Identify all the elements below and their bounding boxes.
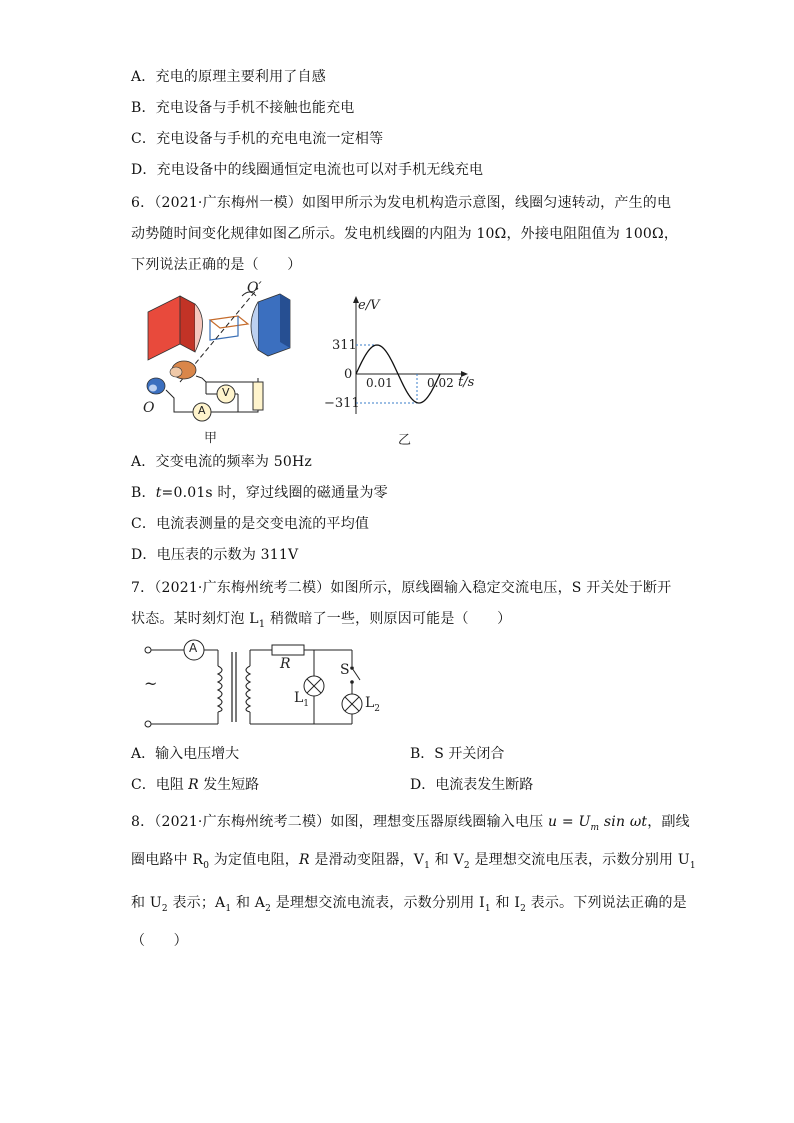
magnet-north — [148, 296, 180, 360]
tick-311: 311 — [332, 338, 357, 353]
terminal-top — [145, 647, 151, 653]
switch-s-label: S — [340, 662, 350, 678]
q6-stem-line2: 动势随时间变化规律如图乙所示。发电机线圈的内阻为 10Ω，外接电阻阻值为 100Ω， — [131, 226, 679, 242]
q5-option-d: D．充电设备中的线圈通恒定电流也可以对手机无线充电 — [131, 162, 484, 178]
tick-neg311: −311 — [324, 396, 360, 411]
tick-0-01: 0.01 — [366, 376, 393, 390]
ac-source-symbol: ~ — [144, 674, 158, 693]
figure-jia-caption: 甲 — [204, 431, 218, 446]
y-axis-label: e/V — [358, 298, 380, 313]
label-o: O — [143, 400, 155, 416]
q8-stem-line4: （ ） — [131, 933, 188, 949]
q5-option-a: A．充电的原理主要利用了自感 — [131, 69, 326, 85]
q7-stem-line2: 状态。某时刻灯泡 $L_1$ 稍微暗了一些，则原因可能是（ ） — [131, 611, 512, 630]
lamp-l1-label: $L_1$ — [294, 690, 310, 709]
q8-stem-line3: 和 $U_2$ 表示；$A_1$ 和 $A_2$ 是理想交流电流表，示数分别用 $I_1$ 和 $I_2$ 表示。下列说法正确的是 — [131, 895, 687, 914]
secondary-coil — [246, 666, 250, 712]
tick-0: 0 — [344, 367, 353, 382]
q8-stem-line1: 8．（2021·广东梅州统考二模）如图，理想变压器原线圈输入电压 $u = U_m$ sin ωt，副线 — [131, 814, 690, 833]
x-axis-label: t/s — [458, 375, 475, 390]
q7-stem-line1: 7．（2021·广东梅州统考二模）如图所示，原线圈输入稳定交流电压，S 开关处于断开 — [131, 580, 672, 596]
q8-stem-line2: 圈电路中 $R_0$ 为定值电阻，R 是滑动变阻器，$V_1$ 和 $V_2$ 是理想交流电压表，示数分别用 $U_1$ — [131, 852, 696, 871]
resistor-r-label: R — [280, 656, 291, 672]
q7-option-b: B．S 开关闭合 — [410, 746, 505, 762]
ammeter-label: A — [189, 641, 198, 655]
q5-option-c: C．充电设备与手机的充电电流一定相等 — [131, 131, 384, 147]
lamp-l2-label: $L_2$ — [365, 695, 381, 714]
transformer-circuit — [140, 636, 390, 734]
tick-0-02: 0.02 — [427, 376, 454, 390]
voltmeter-label: V — [222, 386, 230, 399]
q6-option-c: C．电流表测量的是交变电流的平均值 — [131, 516, 370, 532]
generator-diagram — [140, 282, 310, 442]
q6-stem-line1: 6．（2021·广东梅州一模）如图甲所示为发电机构造示意图，线圈匀速转动，产生的电 — [131, 195, 672, 211]
primary-coil — [218, 666, 222, 712]
q6-option-d: D．电压表的示数为 311V — [131, 547, 299, 563]
label-o-prime: O′ — [247, 280, 262, 296]
q7-option-a: A．输入电压增大 — [131, 746, 240, 762]
q7-option-c: C．电阻 R 发生短路 — [131, 777, 260, 793]
q6-stem-line3: 下列说法正确的是（ ） — [131, 257, 302, 273]
q5-option-b: B．充电设备与手机不接触也能充电 — [131, 100, 355, 116]
q6-option-a: A．交变电流的频率为 50Hz — [131, 454, 312, 470]
terminal-bottom — [145, 721, 151, 727]
resistor-r-icon — [272, 645, 304, 655]
resistor-icon — [253, 382, 263, 410]
q6-option-b: B．t=0.01s 时，穿过线圈的磁通量为零 — [131, 485, 388, 501]
figure-yi-caption: 乙 — [398, 433, 412, 448]
switch-s-icon — [352, 668, 360, 680]
ammeter-label: A — [198, 404, 206, 417]
q7-option-d: D．电流表发生断路 — [410, 777, 534, 793]
coil — [210, 316, 248, 328]
